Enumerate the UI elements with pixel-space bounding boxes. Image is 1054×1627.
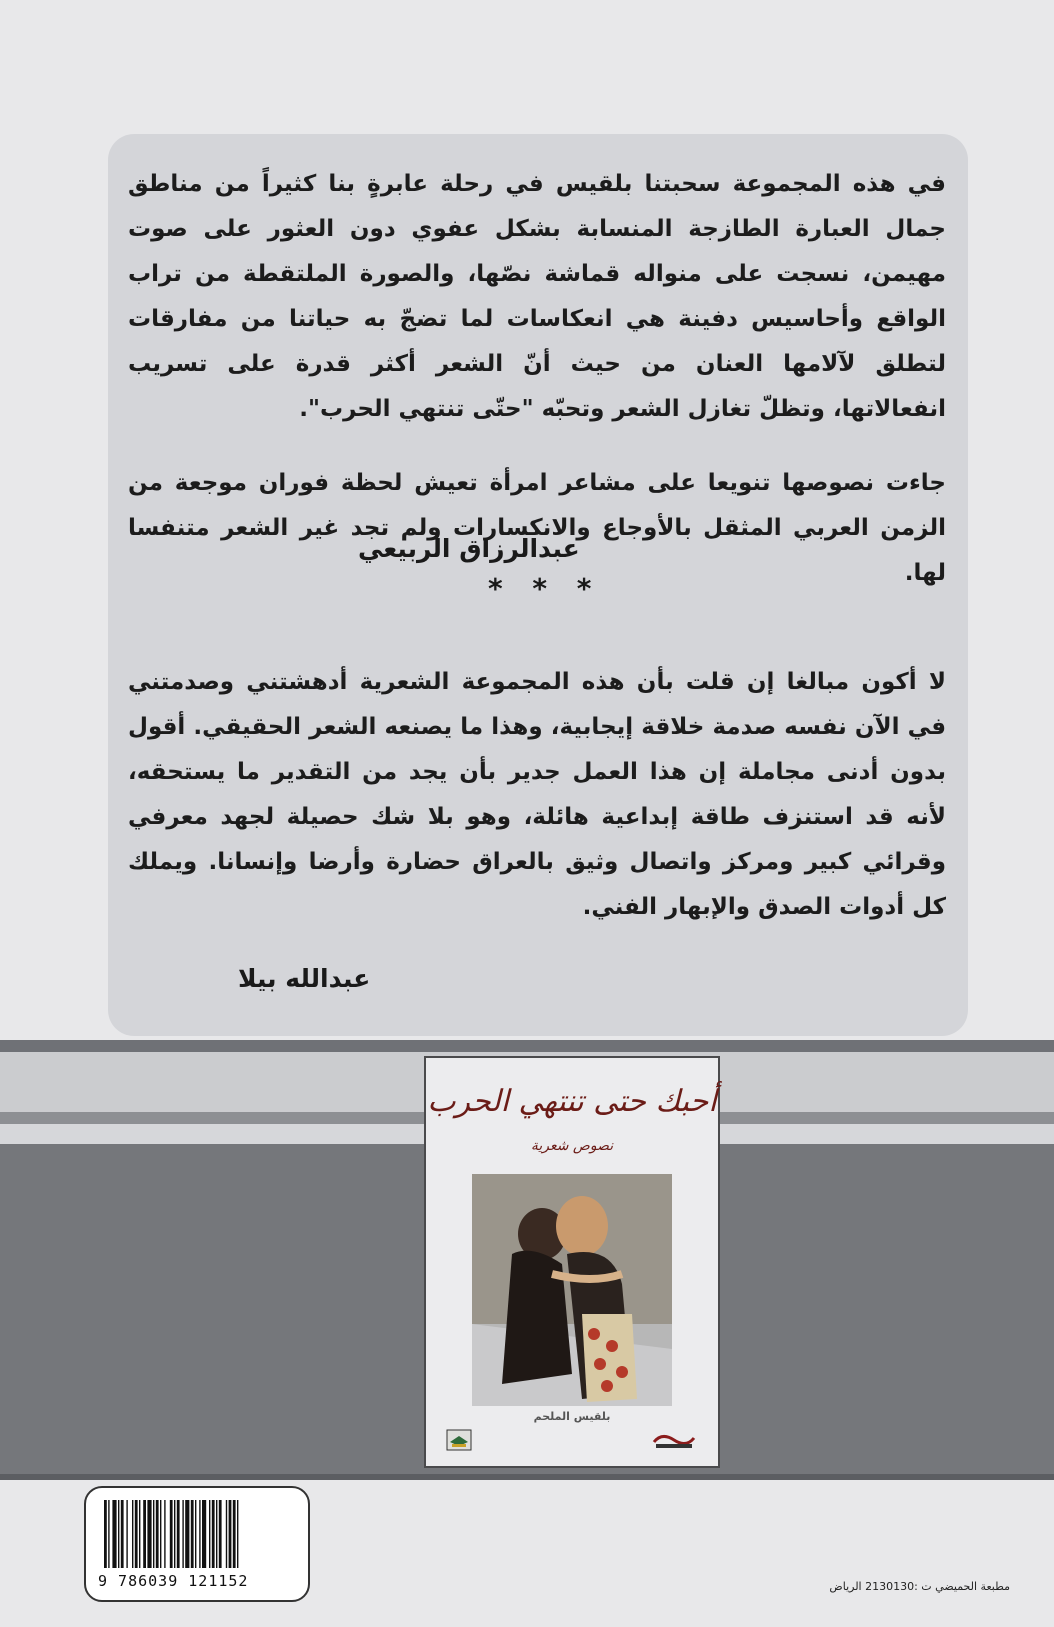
barcode-bar [170, 1500, 173, 1568]
barcode-bar [233, 1500, 236, 1568]
barcode-bar [182, 1500, 183, 1568]
barcode-bar [132, 1500, 133, 1568]
barcode-bar [219, 1500, 222, 1568]
barcode-bar [104, 1500, 107, 1568]
barcode-bar [199, 1500, 200, 1568]
barcode-bar [212, 1500, 215, 1568]
barcode-bars [102, 1500, 292, 1568]
barcode-bar [185, 1500, 189, 1568]
band-dark-line [0, 1474, 1054, 1480]
barcode-bar [135, 1500, 138, 1568]
barcode-bar [112, 1500, 116, 1568]
blurb-paragraph-2: جاءت نصوصها تنويعا على مشاعر امرأة تعيش لحظة فوران موجعة من الزمن العربي المثقل بالأوجاع والانكسارات ولم تجد غير الشعر متنفسا لها. [128, 470, 946, 586]
barcode-bar [139, 1500, 140, 1568]
blurb-paragraph-3: لا أكون مبالغا إن قلت بأن هذه المجموعة الشعرية أدهشتني وصدمتني في الآن نفسه صدمة خلاقة إيجابية، وهذا ما يصنعه الشعر الحقيقي. أقول بدون أدنى مجاملة إن هذا العمل جدير بأن يجد من التقدير ما يستحقه، لأنه قد استنزف طاقة إبداعية هائلة، وهو بلا شك حصيلة لجهد معرفي وقرائي كبير ومركز واتصال وثيق بالعراق حضارة وأرضا وإنسانا. ويملك كل أدوات الصدق والإبهار الفني. [128, 669, 946, 920]
barcode-bar [195, 1500, 196, 1568]
barcode-bar [143, 1500, 146, 1568]
barcode-bar [156, 1500, 159, 1568]
barcode-bar [229, 1500, 232, 1568]
barcode-bar [108, 1500, 109, 1568]
barcode-bar [153, 1500, 154, 1568]
publisher-logo-icon [446, 1428, 472, 1452]
book-cover-thumbnail [424, 1056, 720, 1468]
press-logo-icon [650, 1430, 698, 1452]
barcode-bar [126, 1500, 127, 1568]
isbn-number: 9 786039 121152 [98, 1572, 249, 1590]
barcode-bar [121, 1500, 124, 1568]
barcode-bar [237, 1500, 238, 1568]
blurb-panel [108, 134, 968, 1036]
signature-1: عبدالرزاق الربيعي [358, 534, 580, 563]
barcode-bar [160, 1500, 161, 1568]
band-top-line [0, 1040, 1054, 1052]
barcode-bar [174, 1500, 175, 1568]
cover-title: أحبك حتى تنتهي الحرب [427, 1084, 717, 1119]
signature-2: عبدالله بيلا [238, 964, 371, 993]
isbn-barcode [84, 1486, 310, 1602]
cover-subtitle: نصوص شعرية [530, 1138, 614, 1154]
barcode-bar [209, 1500, 210, 1568]
cover-painting-image [472, 1174, 672, 1406]
barcode-bar [226, 1500, 227, 1568]
barcode-bar [147, 1500, 151, 1568]
cover-author-name: بلقيس الملحم [533, 1410, 611, 1423]
barcode-bar [216, 1500, 217, 1568]
blurb-paragraph-1: في هذه المجموعة سحبتنا بلقيس في رحلة عابرةٍ بنا كثيراً من مناطق جمال العبارة الطازجة المنسابة بشكل عفوي دون العثور على صوت مهيمن، نسجت على منواله قماشة نصّها، والصورة الملتقطة من تراب الواقع وأحاسيس دفينة هي انعكاسات لما تضجّ به حياتنا من مفارقات لتطلق لآلامها العنان من حيث أنّ الشعر أكثر قدرة على تسريب انفعالاتها، وتظلّ تغازل الشعر وتحبّه "حتّى تنتهي الحرب". [128, 171, 946, 422]
barcode-bar [202, 1500, 206, 1568]
barcode-bar [164, 1500, 165, 1568]
separator-stars: * * * [488, 572, 602, 605]
barcode-bar [191, 1500, 194, 1568]
barcode-bar [118, 1500, 119, 1568]
barcode-bar [177, 1500, 180, 1568]
printer-credit: مطبعة الحميضي ت :2130130 الرياض [829, 1580, 1010, 1593]
